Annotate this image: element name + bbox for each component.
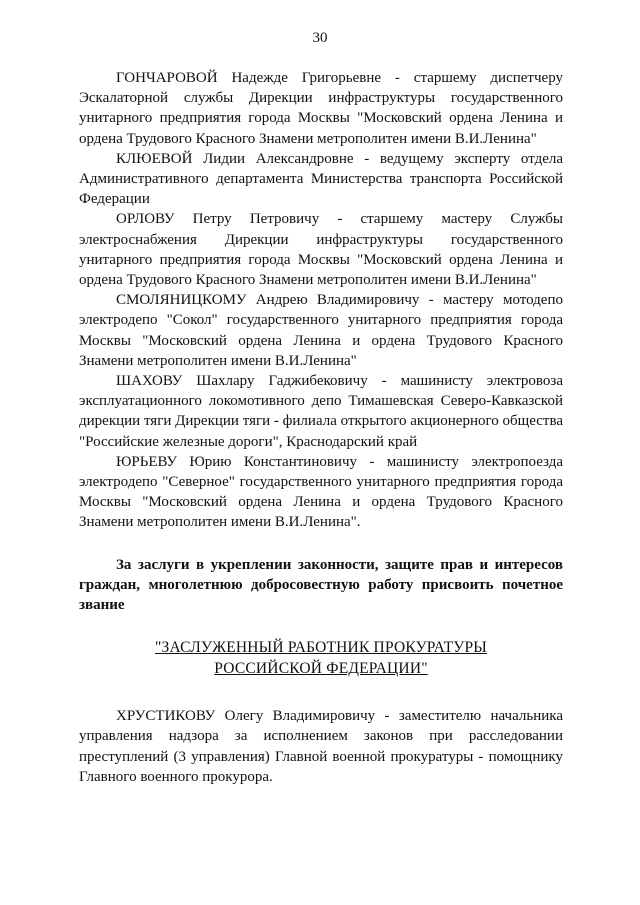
award-paragraph: КЛЮЕВОЙ Лидии Александровне - ведущему эксперту отдела Административного департамента Министерства транспорта Российской Федерации — [79, 150, 563, 208]
honorary-title — [79, 638, 563, 679]
honorary-title-line: "ЗАСЛУЖЕННЫЙ РАБОТНИК ПРОКУРАТУРЫ — [154, 639, 488, 657]
honorary-title-line: РОССИЙСКОЙ ФЕДЕРАЦИИ" — [214, 659, 428, 677]
award-paragraph: ХРУСТИКОВУ Олегу Владимировичу - заместителю начальника управления надзора за исполнением законов при расследовании преступлений (3 управления) Главной военной прокуратуры - помощнику Главного военного прокурора. — [79, 708, 563, 785]
page-number: 30 — [312, 30, 328, 46]
document-body — [79, 68, 563, 787]
award-paragraph: ОРЛОВУ Петру Петровичу - старшему мастеру Службы электроснабжения Дирекции инфраструктуры государственного унитарного предприятия города Москвы "Московский ордена Ленина и ордена Трудового Красного Знамени метрополитен имени В.И.Ленина" — [79, 211, 563, 289]
award-paragraph: ЮРЬЕВУ Юрию Константиновичу - машинисту электропоезда электродепо "Северное" государственного унитарного предприятия города Москвы "Московский ордена Ленина и ордена Трудового Красного Знамени метрополитен имени В.И.Ленина". — [79, 453, 563, 531]
award-paragraph: ШАХОВУ Шахлару Гаджибековичу - машинисту электровоза эксплуатационного локомотивного депо Тимашевская Северо-Кавказской дирекции тяги Дирекции тяги - филиала открытого акционерного общества "Российские железные дороги", Краснодарский край — [79, 373, 563, 450]
award-paragraph: ГОНЧАРОВОЙ Надежде Григорьевне - старшему диспетчеру Эскалаторной службы Дирекции инфраструктуры государственного унитарного предприятия города Москвы "Московский ордена Ленина и ордена Трудового Красного Знамени метрополитен имени В.И.Ленина" — [79, 70, 563, 147]
award-statement: За заслуги в укреплении законности, защите прав и интересов граждан, многолетнюю добросовестную работу присвоить почетное звание — [79, 556, 563, 614]
award-paragraph: СМОЛЯНИЦКОМУ Андрею Владимировичу - мастеру мотодепо электродепо "Сокол" государственного унитарного предприятия города Москвы "Московский ордена Ленина и ордена Трудового Красного Знамени метрополитен имени В.И.Ленина" — [79, 292, 563, 369]
